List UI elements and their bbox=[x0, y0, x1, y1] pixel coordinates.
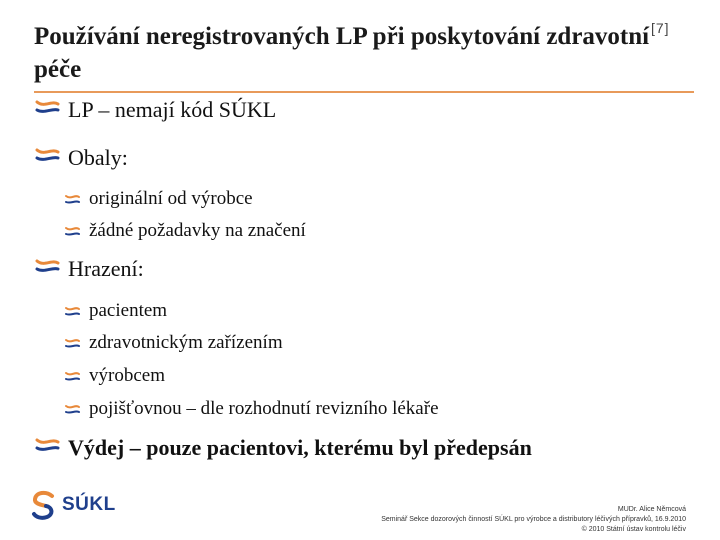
sub-bullet-item bbox=[64, 365, 165, 387]
bullet-text: Hrazení: bbox=[68, 256, 144, 281]
sub-bullet-text: pojišťovnou – dle rozhodnutí revizního lékaře bbox=[89, 398, 439, 419]
sukl-logo-icon bbox=[30, 490, 58, 520]
bullet-text: Výdej – pouze pacientovi, kterému byl předepsán bbox=[68, 435, 532, 460]
sukl-logo bbox=[30, 490, 116, 520]
bullet-text: LP – nemají kód SÚKL bbox=[68, 97, 277, 122]
title-divider bbox=[34, 91, 694, 93]
footer-event: Seminář Sekce dozorových činností SÚKL pro výrobce a distributory léčivých přípravků, 16.9.2010 bbox=[381, 516, 686, 523]
swoosh-bullet-icon bbox=[34, 437, 60, 453]
swoosh-bullet-icon bbox=[64, 194, 81, 205]
swoosh-bullet-icon bbox=[64, 226, 81, 237]
slide-title: Používání neregistrovaných LP při poskytování zdravotní péče bbox=[34, 23, 650, 83]
swoosh-bullet-icon bbox=[34, 147, 60, 163]
page-number: [7] bbox=[651, 20, 670, 36]
swoosh-bullet-icon bbox=[64, 306, 81, 317]
sub-bullet-text: zdravotnickým zařízením bbox=[89, 332, 283, 353]
footer-author: MUDr. Alice Němcová bbox=[617, 506, 686, 513]
sub-bullet-item bbox=[64, 398, 439, 420]
bullet-item bbox=[34, 145, 128, 171]
footer-copyright: © 2010 Státní ústav kontrolu léčiv bbox=[581, 526, 686, 533]
swoosh-bullet-icon bbox=[64, 371, 81, 382]
bullet-item bbox=[34, 256, 144, 282]
bullet-text: Obaly: bbox=[68, 145, 128, 170]
bullet-item bbox=[34, 97, 276, 123]
logo-text: SÚKL bbox=[62, 494, 116, 515]
swoosh-bullet-icon bbox=[64, 338, 81, 349]
bullet-item bbox=[34, 435, 532, 461]
sub-bullet-text: originální od výrobce bbox=[89, 188, 253, 209]
slide-footer bbox=[381, 505, 686, 535]
sub-bullet-item bbox=[64, 300, 167, 322]
swoosh-bullet-icon bbox=[34, 258, 60, 274]
sub-bullet-item bbox=[64, 188, 253, 210]
swoosh-bullet-icon bbox=[64, 404, 81, 415]
sub-bullet-item bbox=[64, 332, 283, 354]
sub-bullet-text: žádné požadavky na značení bbox=[89, 220, 306, 241]
swoosh-bullet-icon bbox=[34, 99, 60, 115]
sub-bullet-text: pacientem bbox=[89, 300, 168, 321]
sub-bullet-item bbox=[64, 220, 306, 242]
sub-bullet-text: výrobcem bbox=[89, 365, 165, 386]
